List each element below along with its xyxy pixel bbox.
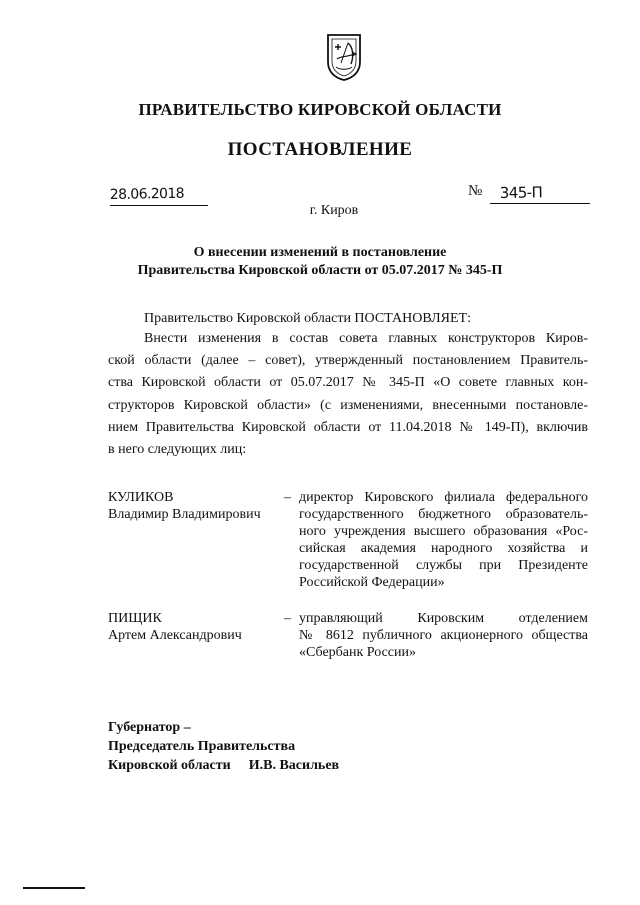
position-line: управляющий Кировским отделением (299, 611, 588, 626)
document-number-field (490, 184, 590, 204)
document-type-title: ПОСТАНОВЛЕНИЕ (227, 139, 413, 160)
document-date: 28.06.2018 (109, 185, 185, 203)
signature-region: Кировской области (108, 758, 231, 773)
paragraph-line: ской области (далее – совет), утвержденный постановлением Правитель- (108, 353, 588, 369)
person-surname: ПИЩИК (108, 611, 162, 626)
position-line: государственного бюджетного образователь- (299, 507, 588, 522)
position-line: Российской Федерации» (299, 575, 445, 590)
signature-line-2: Председатель Правительства (108, 739, 296, 754)
signatory-name: И.В. Васильев (248, 758, 340, 773)
person-surname: КУЛИКОВ (108, 490, 174, 505)
document-number: 345-П (499, 183, 543, 202)
subject-line-1: О внесении изменений в постановление (193, 245, 447, 260)
body-paragraph (108, 328, 588, 461)
paragraph-line: структоров Кировской области» (с изменениями, внесенными постановле- (108, 397, 588, 413)
document-number-label: № (468, 183, 483, 199)
document-subject (0, 244, 640, 280)
signature-line-1: Губернатор – (108, 720, 191, 735)
person-given-names: Владимир Владимирович (108, 507, 261, 522)
position-line: государственной службы при Президенте (299, 558, 588, 573)
signature-line-3 (108, 756, 339, 775)
decree-statement: Правительство Кировской области ПОСТАНОВЛЯЕТ: (144, 311, 471, 326)
subject-line-2: Правительства Кировской области от 05.07.2017 № 345-П (137, 263, 503, 278)
person-name (108, 610, 288, 644)
person-name (108, 489, 288, 523)
paragraph-line: ства Кировской области от 05.07.2017 № 345-П «О совете главных кон- (108, 375, 588, 391)
person-given-names: Артем Александрович (108, 628, 242, 643)
footer-rule (23, 887, 85, 889)
paragraph-line: в него следующих лиц: (108, 442, 247, 458)
signature-block (108, 718, 339, 775)
kirov-region-coat-of-arms-icon (324, 32, 364, 82)
position-line: «Сбербанк России» (299, 645, 416, 660)
position-line: директор Кировского филиала федерального (299, 490, 588, 505)
city-line: г. Киров (309, 203, 359, 218)
name-position-dash: – (284, 490, 291, 505)
name-position-dash: – (284, 611, 291, 626)
position-line: № 8612 публичного акционерного общества (299, 628, 588, 643)
person-position (299, 489, 588, 591)
person-position (299, 610, 588, 661)
position-line: сийская академия народного хозяйства и (299, 541, 588, 556)
position-line: ного учреждения высшего образования «Рос- (299, 524, 588, 539)
government-title: ПРАВИТЕЛЬСТВО КИРОВСКОЙ ОБЛАСТИ (138, 100, 502, 119)
paragraph-line: нием Правительства Кировской области от 11.04.2018 № 149-П), включив (108, 419, 588, 435)
paragraph-line: Внести изменения в состав совета главных конструкторов Киров- (144, 331, 588, 346)
